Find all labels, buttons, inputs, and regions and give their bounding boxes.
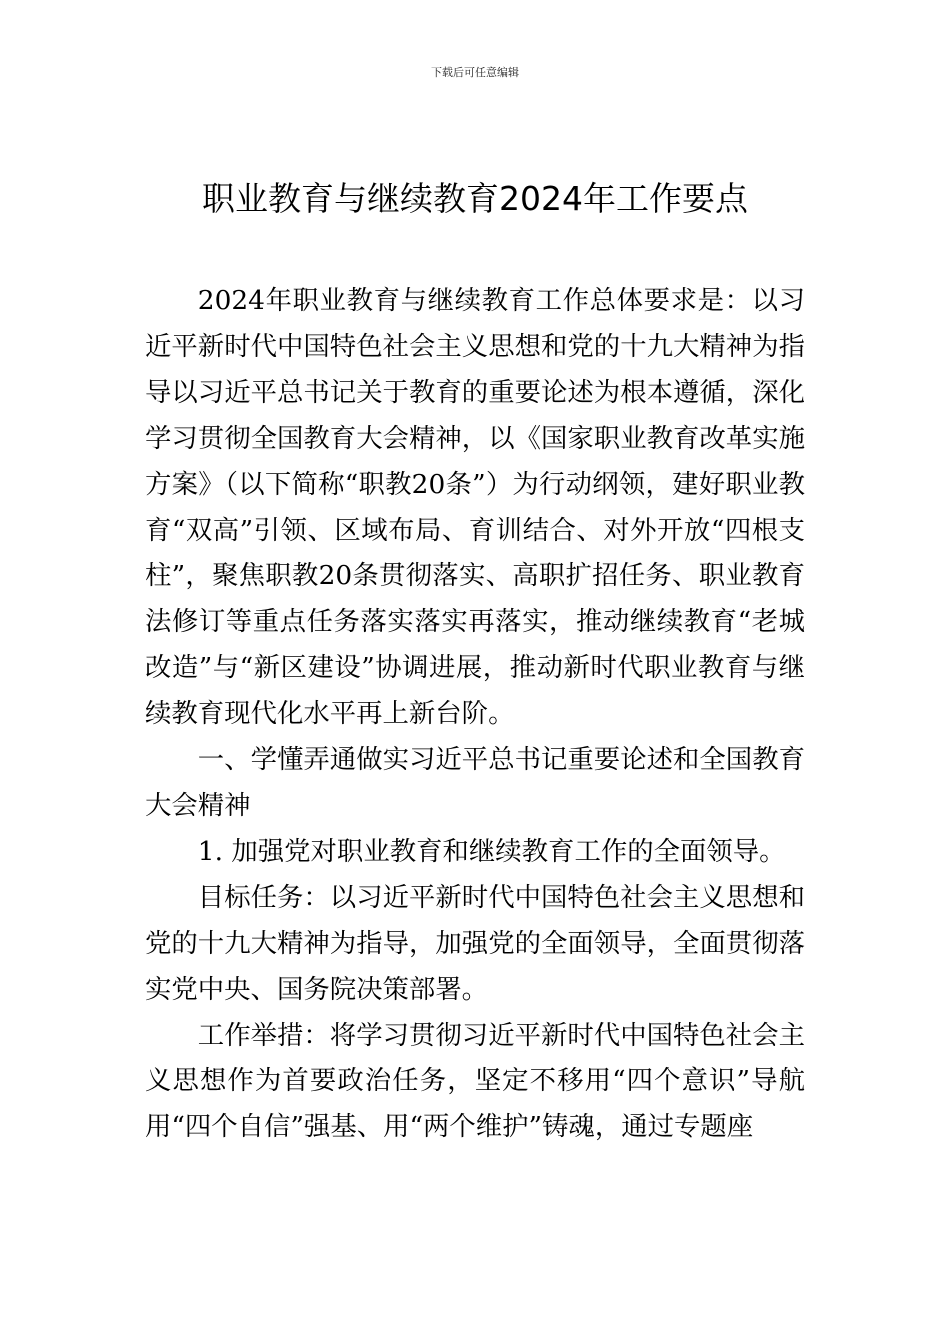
subsection-heading-1: 1. 加强党对职业教育和继续教育工作的全面领导。 [197, 835, 786, 867]
document-body [145, 278, 805, 1150]
document-title: 职业教育与继续教育2024年工作要点 [202, 179, 748, 218]
paragraph-targets: 目标任务：以习近平新时代中国特色社会主义思想和党的十九大精神为指导，加强党的全面领导，全面贯彻落实党中央、国务院决策部署。 [145, 881, 805, 1005]
paragraph-measures: 工作举措：将学习贯彻习近平新时代中国特色社会主义思想作为首要政治任务，坚定不移用“四个意识”导航用“四个自信”强基、用“两个维护”铸魂，通过专题座 [145, 1019, 805, 1143]
header-note: 下载后可任意编辑 [431, 66, 519, 79]
section-heading-1: 一、学懂弄通做实习近平总书记重要论述和全国教育大会精神 [145, 744, 805, 821]
paragraph-general-requirements: 2024年职业教育与继续教育工作总体要求是：以习近平新时代中国特色社会主义思想和党的十九大精神为指导以习近平总书记关于教育的重要论述为根本遵循，深化学习贯彻全国教育大会精神，以《国家职业教育改革实施方案》（以下简称“职教20条”）为行动纲领，建好职业教育“双高”引领、区域布局、育训结合、对外开放“四根支柱”，聚焦职教20条贯彻落实、高职扩招任务、职业教育法修订等重点任务落实落实再落实，推动继续教育“老城改造”与“新区建设”协调进展，推动新时代职业教育与继续教育现代化水平再上新台阶。 [145, 285, 805, 730]
